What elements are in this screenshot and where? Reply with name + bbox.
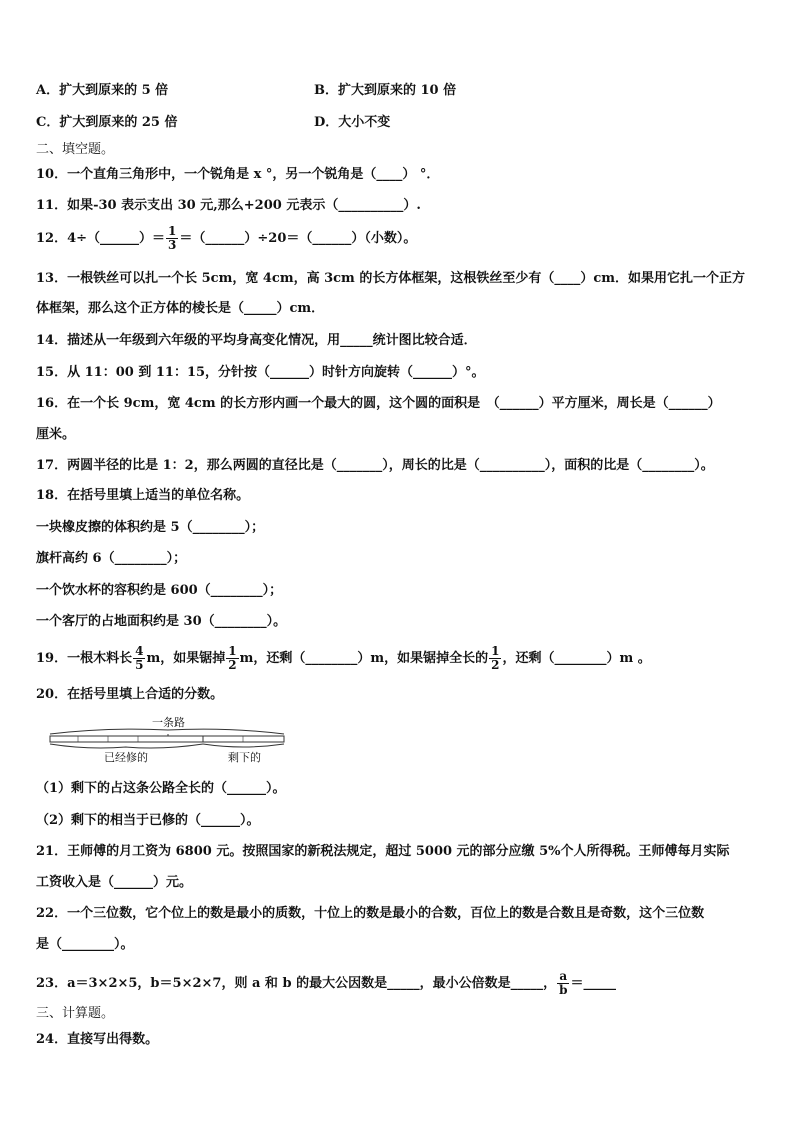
question-16-line1: 16．在一个长 9cm，宽 4cm 的长方形内画一个最大的圆，这个圆的面积是 （______）平方厘米，周长是（______） <box>36 396 721 411</box>
option-b: B．扩大到原来的 10 倍 <box>314 83 457 98</box>
question-12: 12．4÷（______）＝ $\frac{1}{3}$ ＝（______）÷20＝（______）（小数）。 <box>36 224 417 252</box>
question-24: 24．直接写出得数。 <box>36 1032 159 1047</box>
question-21-line2: 工资收入是（______）元。 <box>36 875 193 890</box>
built-label: 已经修的 <box>104 751 148 764</box>
question-18-title: 18．在括号里填上适当的单位名称。 <box>36 488 250 503</box>
question-22-line1: 22．一个三位数，它个位上的数是最小的质数，十位上的数是最小的合数，百位上的数是合数且是奇数，这个三位数 <box>36 906 705 921</box>
question-18-c: 一个饮水杯的容积约是 600（________）； <box>36 583 283 598</box>
road-diagram <box>48 716 288 764</box>
road-label: 一条路 <box>152 716 185 729</box>
question-10: 10．一个直角三角形中，一个锐角是 x °，另一个锐角是（____） °． <box>36 167 440 182</box>
question-11: 11．如果-30 表示支出 30 元,那么+200 元表示（__________）. <box>36 198 421 213</box>
question-23: 23．a＝3×2×5，b＝5×2×7，则 a 和 b 的最大公因数是_____，最小公倍数是_____， $\frac{a}{b}$ ＝_____ <box>36 969 616 997</box>
question-19: 19．一根木料长 $\frac{4}{5}$ m，如果锯掉 $\frac{1}{2}$ m，还剩（________）m，如果锯掉全长的 $\frac{1}{2}$ ，还剩（________）m 。 <box>36 644 651 672</box>
question-21-line1: 21．王师傅的月工资为 6800 元。按照国家的新税法规定，超过 5000 元的部分应缴 5%个人所得税。王师傅每月实际 <box>36 844 730 859</box>
option-a: A．扩大到原来的 5 倍 <box>36 83 169 98</box>
question-20-title: 20．在括号里填上合适的分数。 <box>36 687 224 702</box>
fraction-one-half-a: $\frac{1}{2}$ <box>228 644 237 672</box>
remaining-label: 剩下的 <box>228 751 261 764</box>
question-13-line2: 体框架，那么这个正方体的棱长是（_____）cm． <box>36 301 325 316</box>
fraction-one-third: $\frac{1}{3}$ <box>168 224 177 252</box>
question-18-d: 一个客厅的占地面积约是 30（________）。 <box>36 614 287 629</box>
question-22-line2: 是（________）。 <box>36 937 134 952</box>
question-18-b: 旗杆高约 6（________）； <box>36 551 187 566</box>
section-fill-heading: 二、填空题。 <box>36 142 115 157</box>
fraction-one-half-b: $\frac{1}{2}$ <box>491 644 500 672</box>
fraction-four-fifths: $\frac{4}{5}$ <box>135 644 144 672</box>
question-15: 15．从 11：00 到 11：15，分针按（______）时针方向旋转（______）°。 <box>36 365 485 380</box>
question-16-line2: 厘米。 <box>36 427 76 442</box>
option-d: D．大小不变 <box>314 115 391 130</box>
fraction-a-over-b: $\frac{a}{b}$ <box>559 969 568 997</box>
question-20-part1: （1）剩下的占这条公路全长的（______）。 <box>36 781 286 796</box>
question-17: 17．两圆半径的比是 1：2，那么两圆的直径比是（_______），周长的比是（__________），面积的比是（________）。 <box>36 458 714 473</box>
option-row-cd <box>36 114 758 132</box>
question-20-part2: （2）剩下的相当于已修的（______）。 <box>36 813 260 828</box>
option-row-ab <box>36 82 758 100</box>
question-13-line1: 13．一根铁丝可以扎一个长 5cm，宽 4cm，高 3cm 的长方体框架，这根铁丝至少有（____）cm．如果用它扎一个正方 <box>36 271 746 286</box>
option-c: C．扩大到原来的 25 倍 <box>36 115 178 130</box>
question-14: 14．描述从一年级到六年级的平均身高变化情况，用_____统计图比较合适． <box>36 333 477 348</box>
section-calc-heading: 三、计算题。 <box>36 1006 115 1021</box>
question-18-a: 一块橡皮擦的体积约是 5（________）； <box>36 520 265 535</box>
